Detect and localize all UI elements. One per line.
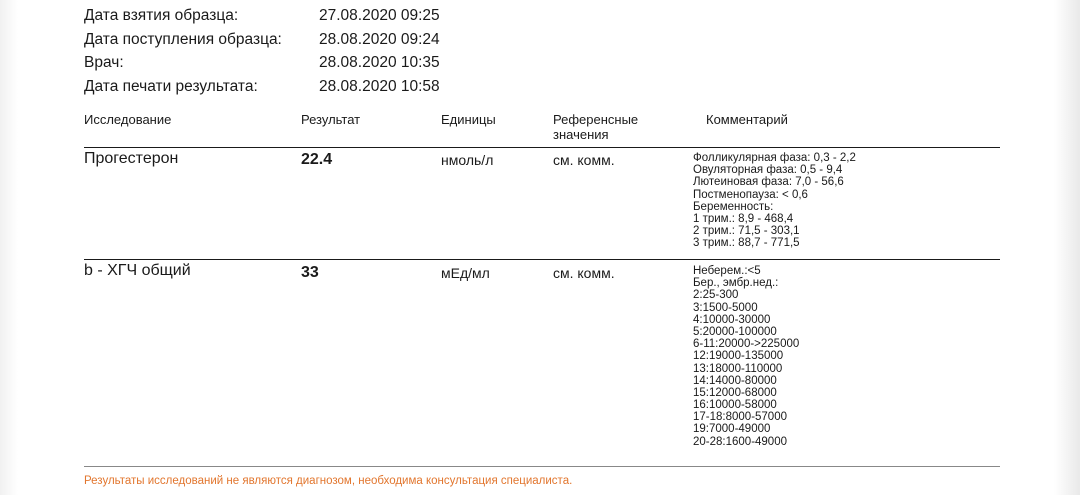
comment-line: 2:25-300 [693, 289, 739, 302]
page-edge-left [0, 0, 18, 495]
sample-info [84, 4, 440, 98]
comment-line: 3 трим.: 88,7 - 771,5 [693, 237, 800, 250]
header-comment: Комментарий [706, 112, 788, 127]
comment-line: 5:20000-100000 [693, 325, 777, 338]
comment-line: 1 трим.: 8,9 - 468,4 [693, 212, 794, 225]
receipt-date-row [84, 28, 440, 52]
row-2-test: b - ХГЧ общий [84, 262, 191, 279]
comment-line: Беременность: [693, 200, 774, 213]
comment-line: Постменопауза: < 0,6 [693, 188, 808, 201]
row-2-result: 33 [301, 264, 319, 281]
print-date-label: Дата печати результата: [84, 77, 258, 95]
table-bottom-divider [84, 466, 1000, 467]
sample-date-row [84, 4, 440, 28]
header-reference [553, 112, 638, 142]
page-edge-right [1054, 0, 1080, 495]
comment-line: 17-18:8000-57000 [693, 411, 787, 424]
comment-line: 14:14000-80000 [693, 374, 777, 387]
comment-line: 16:10000-58000 [693, 399, 777, 412]
comment-line: Бер., эмбр.нед.: [693, 277, 779, 290]
comment-line: 19:7000-49000 [693, 423, 771, 436]
row-2-reference: см. комм. [553, 265, 615, 281]
row-1-test: Прогестерон [84, 150, 179, 167]
comment-line: 6-11:20000->225000 [693, 338, 800, 351]
sample-date-label: Дата взятия образца: [84, 7, 239, 24]
row-1-result: 22.4 [301, 151, 333, 168]
comment-line: 20-28:1600-49000 [693, 435, 787, 448]
header-test: Исследование [84, 112, 172, 127]
comment-line: 3:1500-5000 [693, 301, 758, 314]
receipt-date-value: 28.08.2020 09:24 [319, 30, 440, 48]
comment-line: 12:19000-135000 [693, 350, 784, 363]
row-divider [84, 259, 1000, 260]
header-result: Результат [301, 112, 361, 127]
print-date-value: 28.08.2020 10:58 [319, 77, 440, 95]
doctor-label: Врач: [84, 54, 124, 71]
comment-line: 2 трим.: 71,5 - 303,1 [693, 225, 800, 238]
header-reference-line1: Референсные [553, 112, 639, 127]
comment-line: 15:12000-68000 [693, 386, 777, 399]
comment-line: 13:18000-110000 [693, 362, 783, 375]
comment-line: Неберем.:<5 [693, 265, 761, 277]
comment-line: Фолликулярная фаза: 0,3 - 2,2 [693, 152, 856, 164]
disclaimer-text: Результаты исследований не являются диагнозом, необходима консультация специалиста. [84, 475, 573, 487]
doctor-value: 28.08.2020 10:35 [319, 54, 440, 71]
doctor-row [84, 51, 440, 75]
comment-line: 4:10000-30000 [693, 313, 771, 326]
row-2-comment [693, 265, 799, 448]
comment-line: Лютеиновая фаза: 7,0 - 56,6 [693, 176, 844, 189]
sample-date-value: 27.08.2020 09:25 [319, 7, 440, 24]
row-1-reference: см. комм. [553, 152, 615, 168]
header-units: Единицы [441, 112, 496, 127]
row-2-units: мЕд/мл [441, 265, 490, 281]
header-divider [84, 147, 1000, 148]
row-1-comment [693, 152, 856, 250]
row-1-units: нмоль/л [441, 152, 494, 168]
receipt-date-label: Дата поступления образца: [84, 30, 282, 48]
header-reference-line2: значения [553, 127, 609, 142]
comment-line: Овуляторная фаза: 0,5 - 9,4 [693, 164, 843, 177]
print-date-row [84, 75, 440, 99]
